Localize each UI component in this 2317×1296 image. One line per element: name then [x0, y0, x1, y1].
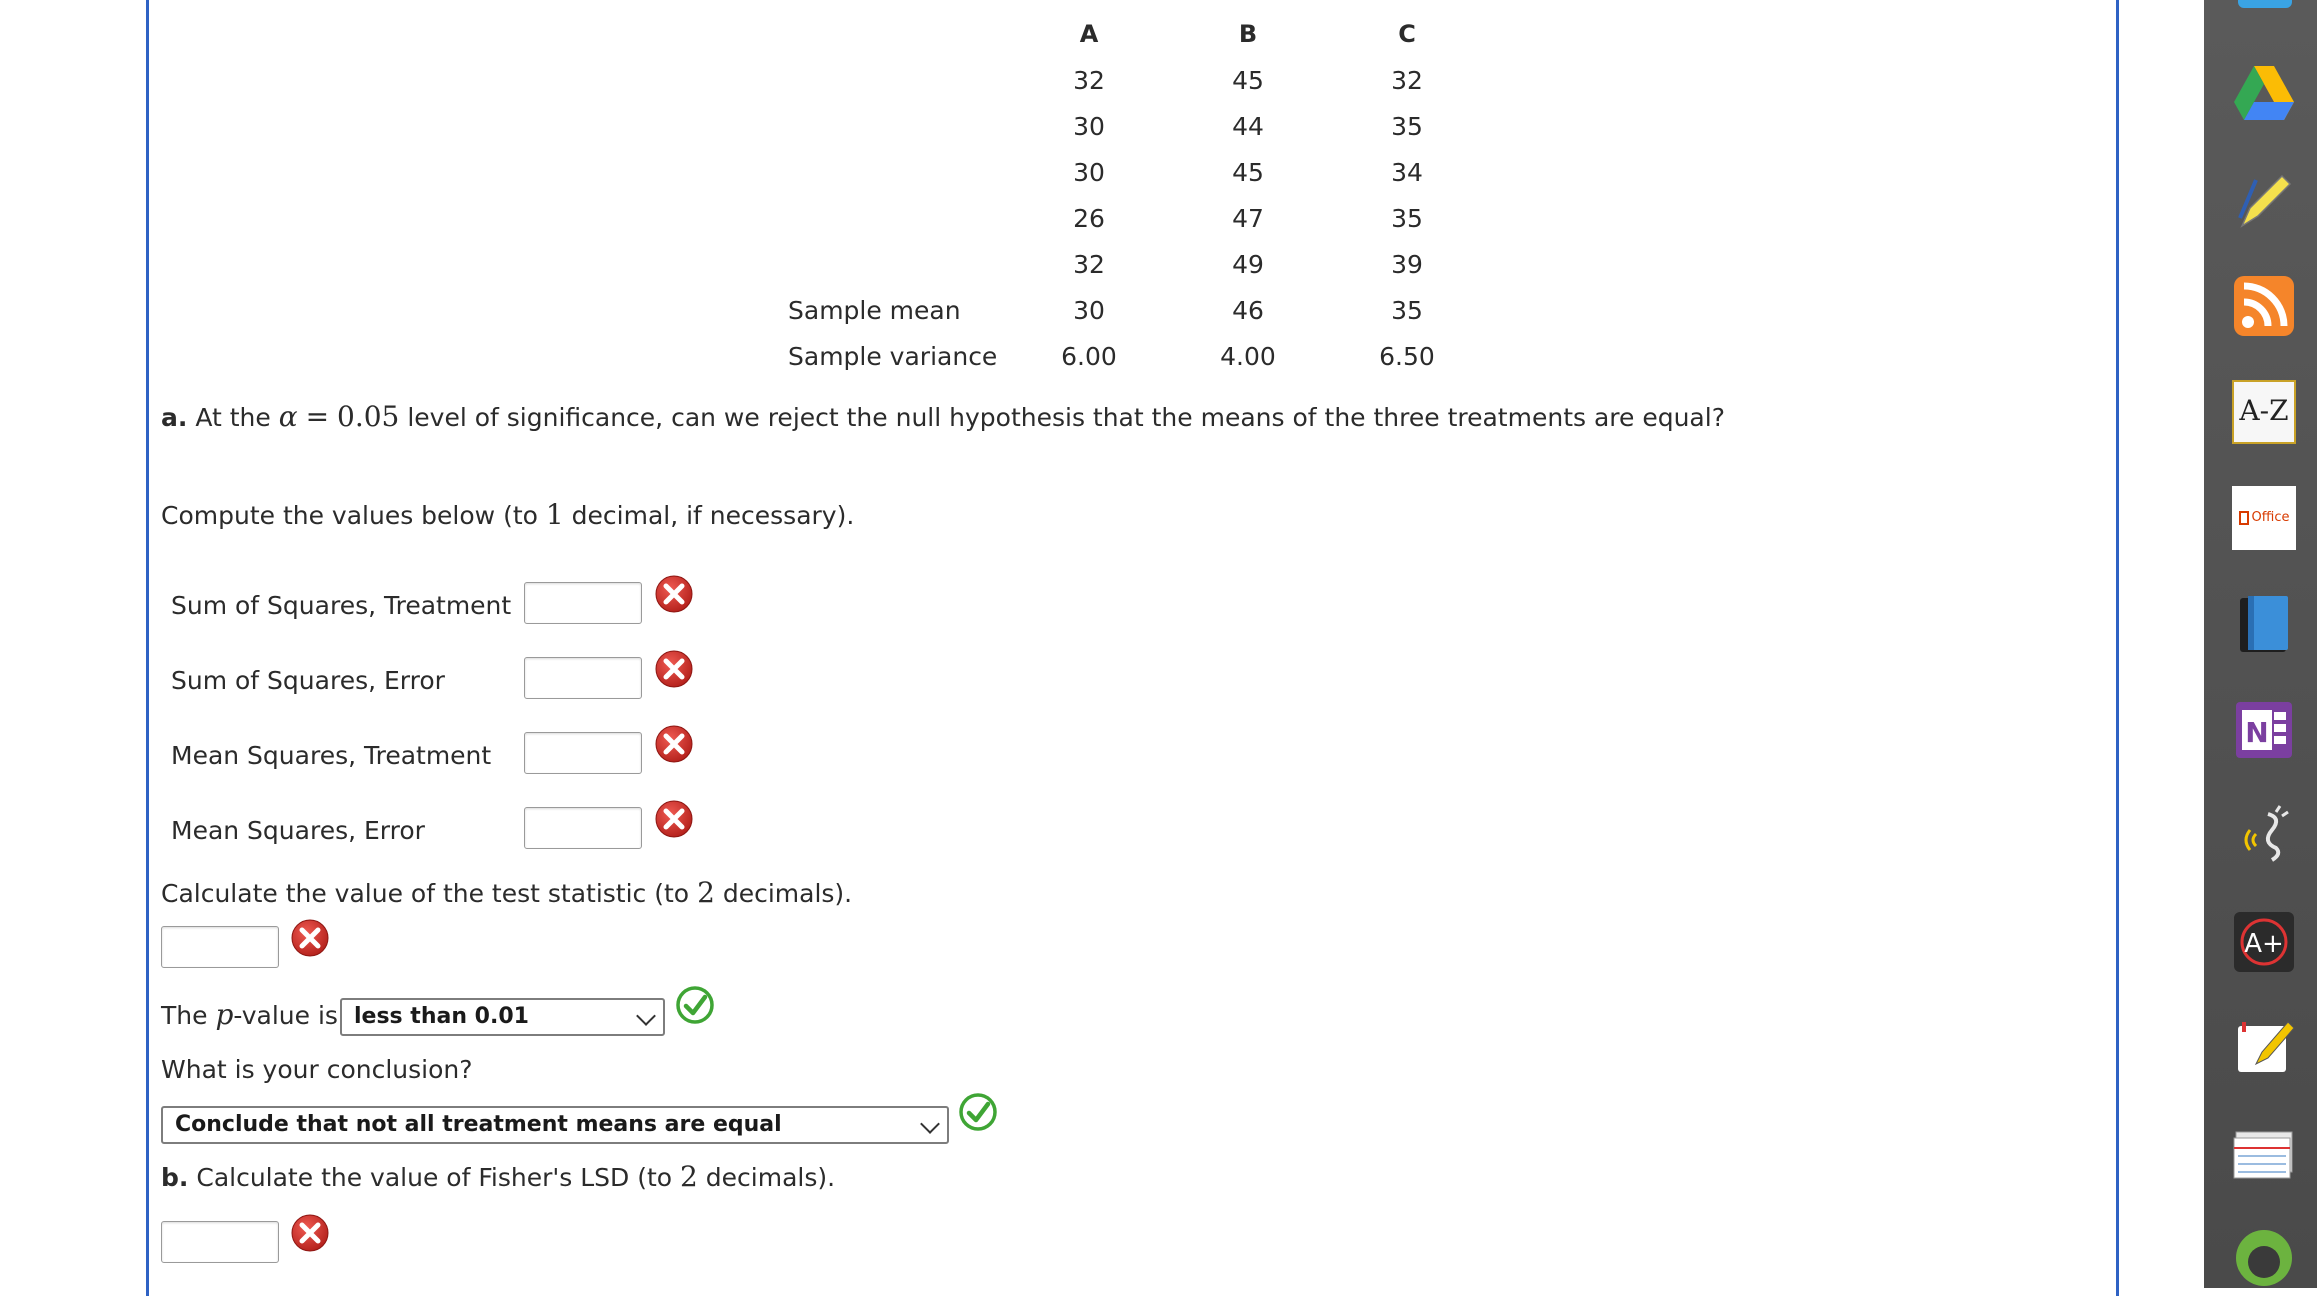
test-statistic-pre: Calculate the value of the test statistic (to — [161, 879, 690, 908]
table-cell: 45 — [1232, 66, 1264, 95]
p-value-label — [161, 1000, 338, 1031]
conclusion-selected: Conclude that not all treatment means are equal — [175, 1112, 782, 1137]
conclusion-question: What is your conclusion? — [161, 1055, 473, 1084]
onenote-letter: N — [2245, 716, 2269, 749]
table-cell: 32 — [1073, 66, 1105, 95]
part-b-question-post: decimals). — [705, 1163, 836, 1192]
table-cell: 26 — [1073, 204, 1105, 233]
office-icon[interactable] — [2232, 486, 2296, 550]
highlighter-pen-icon[interactable] — [2232, 168, 2296, 232]
decimal-count: 1 — [545, 498, 564, 531]
partial-dock-icon[interactable] — [2238, 0, 2292, 8]
equals-sign: = — [305, 400, 330, 433]
alpha-value: 0.05 — [337, 400, 400, 433]
fisher-lsd-input[interactable] — [161, 1221, 279, 1263]
green-circle-icon[interactable] — [2232, 1226, 2296, 1290]
part-a-question-pre: At the — [195, 403, 271, 432]
ms-treatment-input[interactable] — [524, 732, 642, 774]
table-cell: 35 — [1391, 112, 1423, 141]
blue-book-icon[interactable] — [2232, 592, 2296, 656]
p-value-selected: less than 0.01 — [354, 1004, 529, 1029]
ms-treatment-label: Mean Squares, Treatment — [171, 741, 492, 770]
sample-variance-label: Sample variance — [788, 342, 998, 371]
column-header-a: A — [1079, 20, 1099, 48]
sample-mean-b: 46 — [1232, 296, 1264, 325]
table-cell: 35 — [1391, 204, 1423, 233]
grade-a-plus-icon[interactable] — [2232, 910, 2296, 974]
compute-instruction — [161, 500, 854, 531]
sample-variance-a: 6.00 — [1061, 342, 1117, 371]
correct-check-icon — [958, 1092, 998, 1132]
a-z-icon-label: A-Z — [2239, 394, 2289, 427]
table-cell: 49 — [1232, 250, 1264, 279]
p-variable: p — [215, 998, 234, 1031]
part-b-question-pre: Calculate the value of Fisher's LSD (to — [196, 1163, 673, 1192]
test-statistic-post: decimals). — [722, 879, 853, 908]
table-cell: 30 — [1073, 158, 1105, 187]
onenote-icon[interactable] — [2232, 698, 2296, 762]
sample-mean-label: Sample mean — [788, 296, 961, 325]
conclusion-select[interactable] — [161, 1106, 949, 1144]
test-statistic-instruction — [161, 878, 852, 909]
p-value-select[interactable] — [340, 998, 665, 1036]
part-a-letter: a. — [161, 403, 188, 432]
grade-a-plus-label: A+ — [2244, 929, 2284, 959]
incorrect-icon — [654, 649, 694, 689]
sample-mean-c: 35 — [1391, 296, 1423, 325]
part-b-letter: b. — [161, 1163, 189, 1192]
table-cell: 44 — [1232, 112, 1264, 141]
test-statistic-input[interactable] — [161, 926, 279, 968]
incorrect-icon — [654, 799, 694, 839]
table-cell: 34 — [1391, 158, 1423, 187]
a-z-dictionary-icon[interactable] — [2232, 380, 2296, 444]
correct-check-icon — [675, 985, 715, 1025]
table-cell: 32 — [1073, 250, 1105, 279]
p-value-post: -value is — [233, 1001, 338, 1030]
table-cell: 30 — [1073, 112, 1105, 141]
ms-error-label: Mean Squares, Error — [171, 816, 425, 845]
ss-error-input[interactable] — [524, 657, 642, 699]
ss-treatment-label: Sum of Squares, Treatment — [171, 591, 512, 620]
ss-treatment-input[interactable] — [524, 582, 642, 624]
decimal-count: 2 — [680, 1160, 698, 1193]
table-cell: 39 — [1391, 250, 1423, 279]
sample-variance-b: 4.00 — [1220, 342, 1276, 371]
compute-instruction-post: decimal, if necessary). — [571, 501, 855, 530]
decimal-count: 2 — [697, 876, 715, 909]
ms-error-input[interactable] — [524, 807, 642, 849]
tools-dock — [2204, 0, 2317, 1288]
alpha-symbol: α — [278, 400, 298, 433]
table-cell: 45 — [1232, 158, 1264, 187]
incorrect-icon — [654, 724, 694, 764]
ss-error-label: Sum of Squares, Error — [171, 666, 445, 695]
table-cell: 47 — [1232, 204, 1264, 233]
incorrect-icon — [654, 574, 694, 614]
part-b-question — [161, 1162, 835, 1193]
chevron-down-icon — [920, 1114, 940, 1134]
text-to-speech-icon[interactable] — [2232, 804, 2296, 868]
index-cards-icon[interactable] — [2232, 1122, 2296, 1186]
sample-mean-a: 30 — [1073, 296, 1105, 325]
notes-pencil-icon[interactable] — [2232, 1016, 2296, 1080]
chevron-down-icon — [636, 1006, 656, 1026]
column-header-b: B — [1238, 20, 1258, 48]
p-value-pre: The — [161, 1001, 208, 1030]
column-header-c: C — [1398, 20, 1416, 48]
sample-variance-c: 6.50 — [1379, 342, 1435, 371]
office-icon-label: Office — [2251, 510, 2290, 525]
office-logo-icon — [2239, 511, 2249, 525]
compute-instruction-pre: Compute the values below (to — [161, 501, 538, 530]
rss-feed-icon[interactable] — [2232, 274, 2296, 338]
incorrect-icon — [290, 1213, 330, 1253]
google-drive-icon[interactable] — [2232, 62, 2296, 126]
incorrect-icon — [290, 918, 330, 958]
part-a-question-post: level of significance, can we reject the null hypothesis that the means of the three treatments are equal? — [407, 403, 1725, 432]
question-panel — [146, 0, 2119, 1296]
part-a-question — [161, 402, 1725, 433]
table-cell: 32 — [1391, 66, 1423, 95]
